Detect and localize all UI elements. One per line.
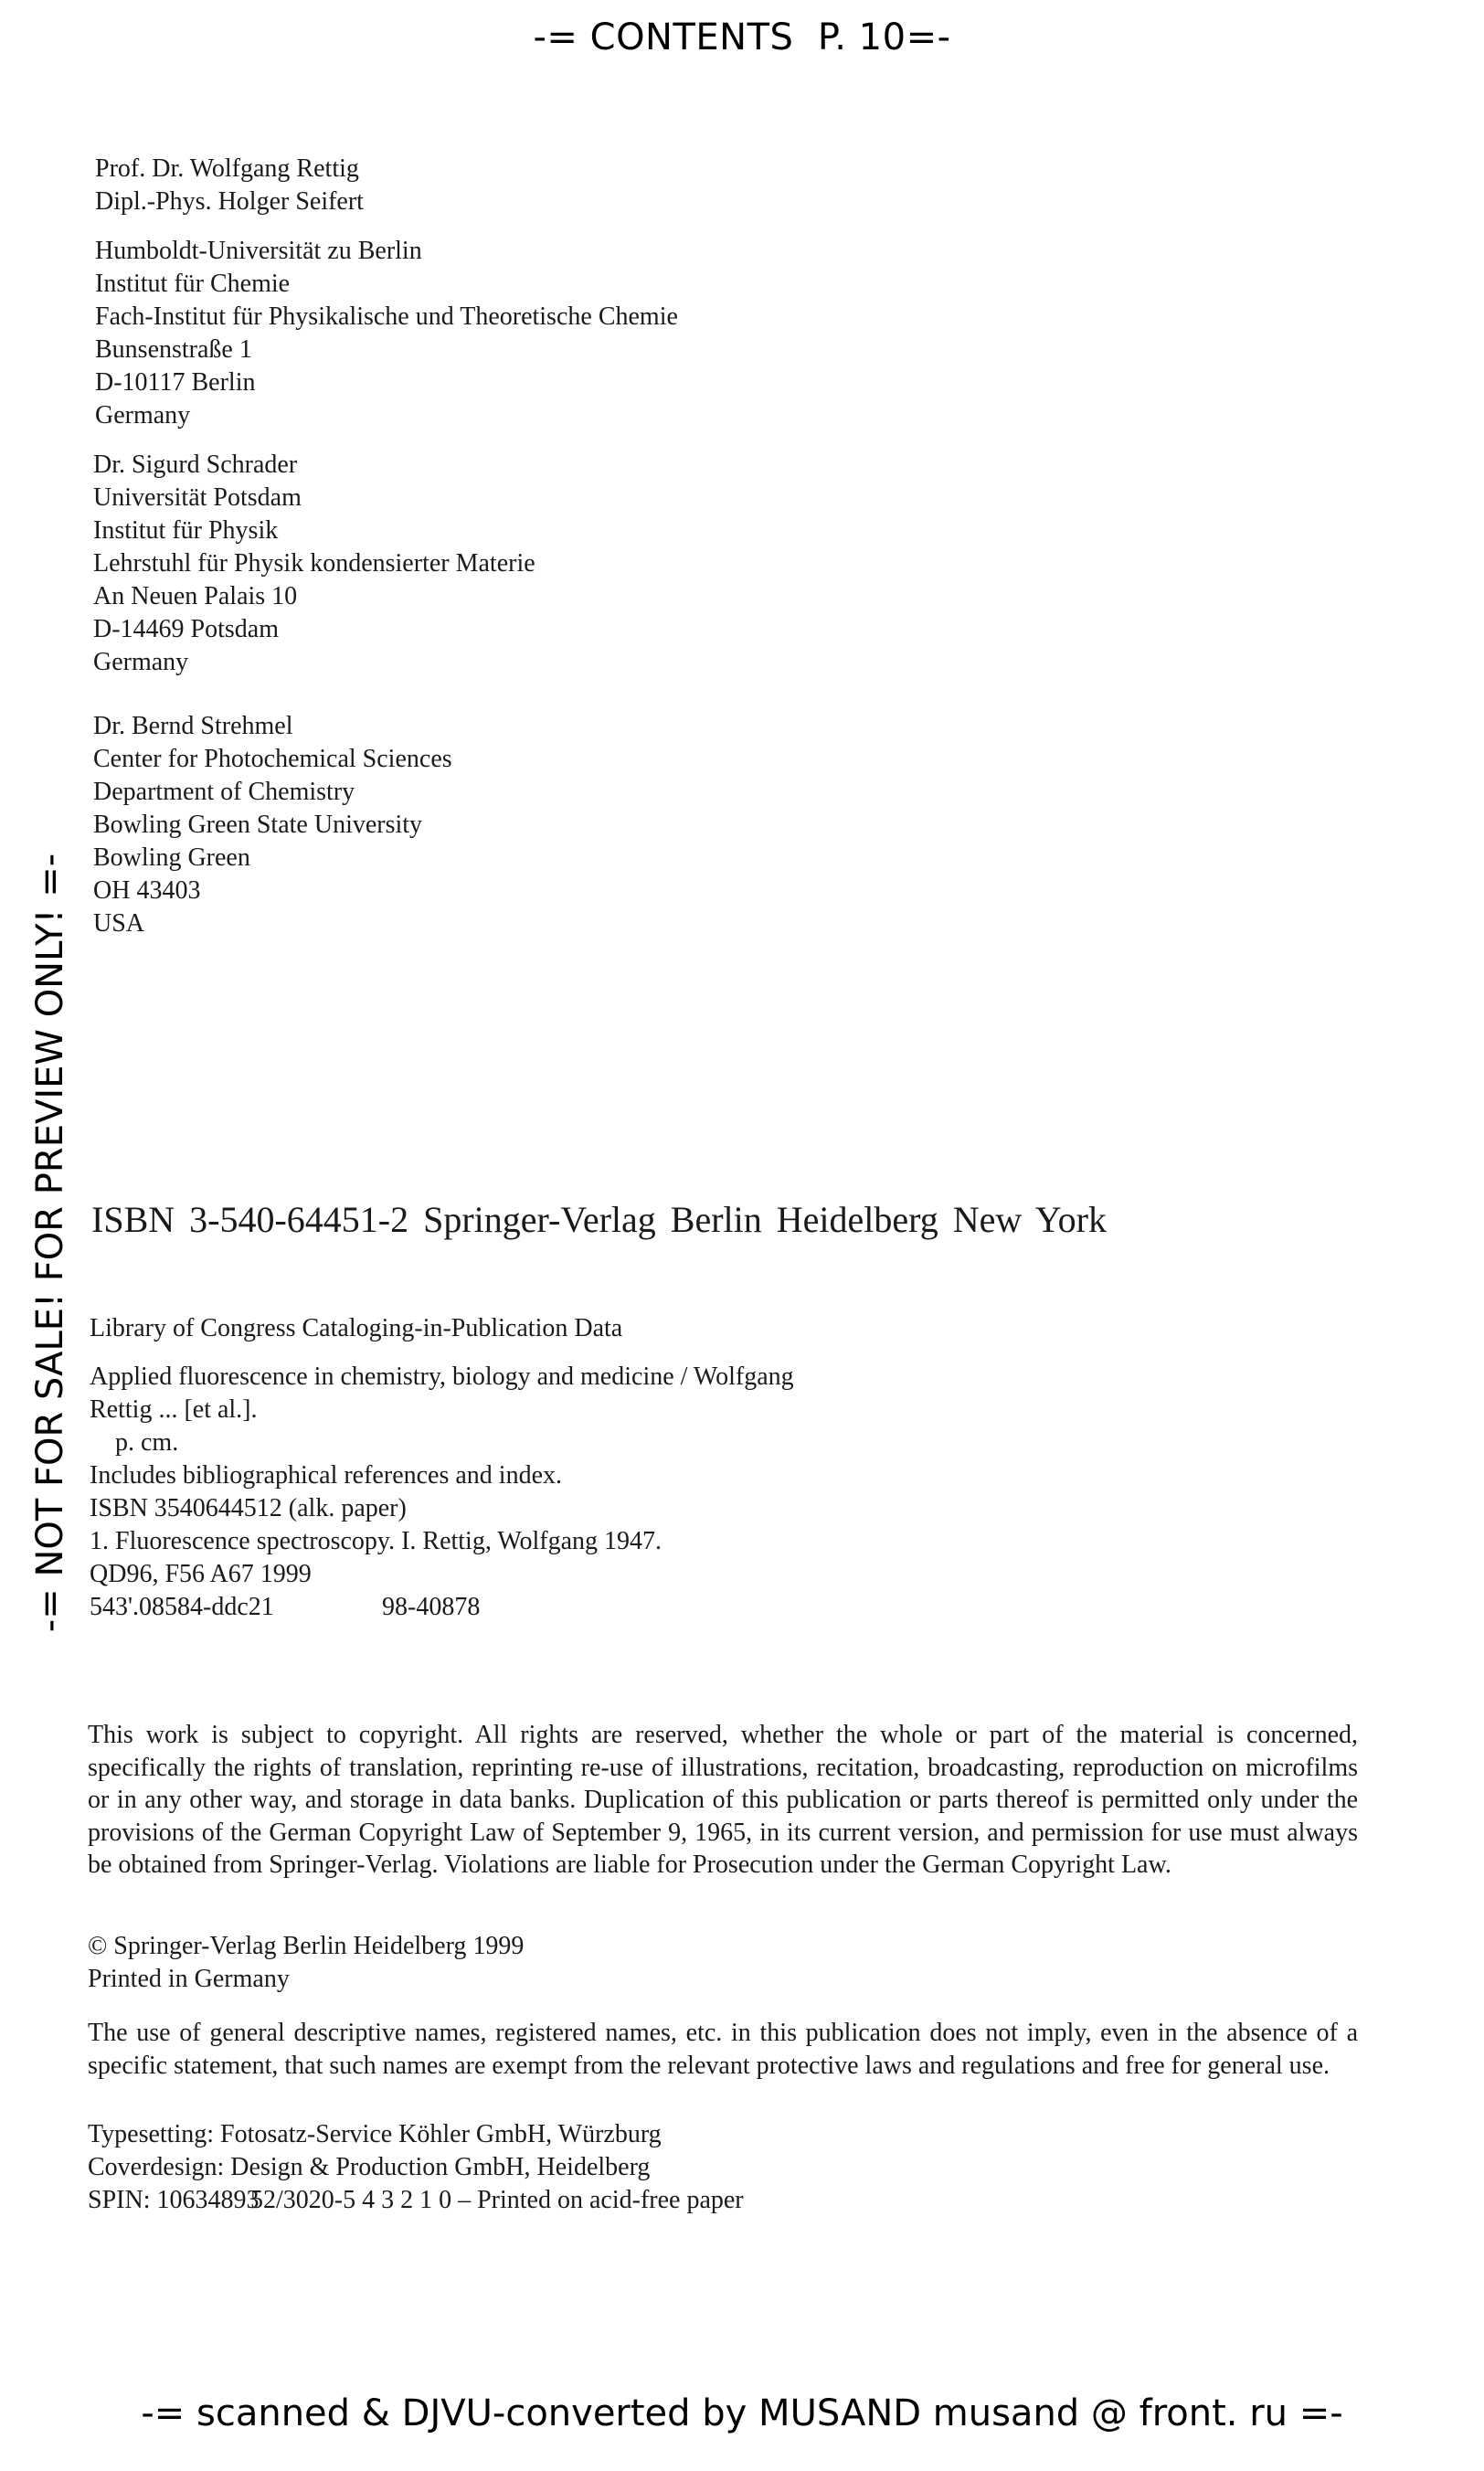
address-line: Bowling Green (93, 843, 250, 872)
address-line: Fach-Institut für Physikalische und Theoretische Chemie (95, 302, 678, 331)
cip-lccn: 98-40878 (382, 1593, 481, 1621)
address-line: Humboldt-Universität zu Berlin (95, 237, 422, 265)
descriptive-names-paragraph: The use of general descriptive names, registered names, etc. in this publication does not imply, even in the absence of a specific statement, that such names are exempt from the relevant protective laws and regulations and free for general use. (88, 2019, 1358, 2080)
cip-heading: Library of Congress Cataloging-in-Publication Data (90, 1314, 623, 1342)
cip-title-line: Rettig ... [et al.]. (90, 1395, 258, 1424)
address-line: Bowling Green State University (93, 811, 423, 839)
production-credits (88, 2118, 744, 2217)
address-line: Germany (95, 401, 191, 430)
typesetting-credit: Typesetting: Fotosatz-Service Köhler GmbH, Würzburg (88, 2120, 662, 2148)
side-watermark: -= NOT FOR SALE! FOR PREVIEW ONLY! =- (29, 853, 71, 1633)
address-bowling-green (93, 710, 452, 940)
footer-watermark: -= scanned & DJVU-converted by MUSAND musand @ front. ru =- (141, 2392, 1343, 2434)
header-watermark: -= CONTENTS P. 10=- (533, 16, 951, 58)
spin-line (88, 2184, 744, 2217)
cip-title-line: Applied fluorescence in chemistry, biology and medicine / Wolfgang (90, 1363, 794, 1391)
address-line: Institut für Physik (93, 516, 279, 545)
spin-number: SPIN: 10634893 (88, 2186, 260, 2214)
cip-subject: 1. Fluorescence spectroscopy. I. Rettig, Wolfgang 1947. (90, 1527, 662, 1555)
address-line: OH 43403 (93, 876, 201, 905)
address-line: USA (93, 909, 145, 938)
copyright-paragraph: This work is subject to copyright. All rights are reserved, whether the whole or part of the material is concerned, specifically the rights of translation, reprinting re-use of illustrations, recitation, broadcasting, reproduction on microfilms or in any other way, and storage in data banks. Duplication of this publication or parts thereof is permitted only under the provisions of the German Copyright Law of September 9, 1965, in its current version, and permission for use must always be obtained from Springer-Verlag. Violations are liable for Prosecution under the German Copyright Law. (88, 1721, 1358, 1879)
cip-includes: Includes bibliographical references and index. (90, 1461, 563, 1490)
authors-block (95, 153, 364, 218)
cip-data-block (90, 1312, 794, 1624)
address-line: Germany (93, 648, 189, 676)
copyright-notice (88, 1930, 524, 1996)
address-line: Center for Photochemical Sciences (93, 745, 452, 773)
print-code: 52/3020-5 4 3 2 1 0 – Printed on acid-free paper (250, 2186, 744, 2214)
address-line: Lehrstuhl für Physik kondensierter Materie (93, 549, 535, 578)
cip-classification (90, 1591, 794, 1624)
address-potsdam (93, 449, 535, 679)
coverdesign-credit: Coverdesign: Design & Production GmbH, Heidelberg (88, 2153, 651, 2181)
address-line: Universität Potsdam (93, 483, 302, 512)
printed-in-line: Printed in Germany (88, 1965, 290, 1993)
address-line: Bunsenstraße 1 (95, 335, 252, 364)
address-line: Institut für Chemie (95, 270, 291, 298)
copyright-line: © Springer-Verlag Berlin Heidelberg 1999 (88, 1932, 525, 1960)
address-line: Dr. Bernd Strehmel (93, 712, 293, 740)
isbn-publisher-line: ISBN 3-540-64451-2 Springer-Verlag Berlin Heidelberg New York (91, 1199, 1107, 1240)
cip-pcm: p. cm. (115, 1428, 179, 1457)
author-name: Prof. Dr. Wolfgang Rettig (95, 154, 359, 183)
cip-dewey: 543'.08584-ddc21 (90, 1593, 274, 1621)
address-humboldt (95, 235, 678, 432)
address-line: Dr. Sigurd Schrader (93, 451, 298, 479)
address-line: Department of Chemistry (93, 778, 355, 806)
address-line: D-14469 Potsdam (93, 615, 279, 643)
cip-isbn: ISBN 3540644512 (alk. paper) (90, 1494, 407, 1522)
author-name: Dipl.-Phys. Holger Seifert (95, 187, 364, 216)
address-line: D-10117 Berlin (95, 368, 256, 397)
address-line: An Neuen Palais 10 (93, 582, 298, 610)
cip-call-number: QD96, F56 A67 1999 (90, 1560, 312, 1588)
